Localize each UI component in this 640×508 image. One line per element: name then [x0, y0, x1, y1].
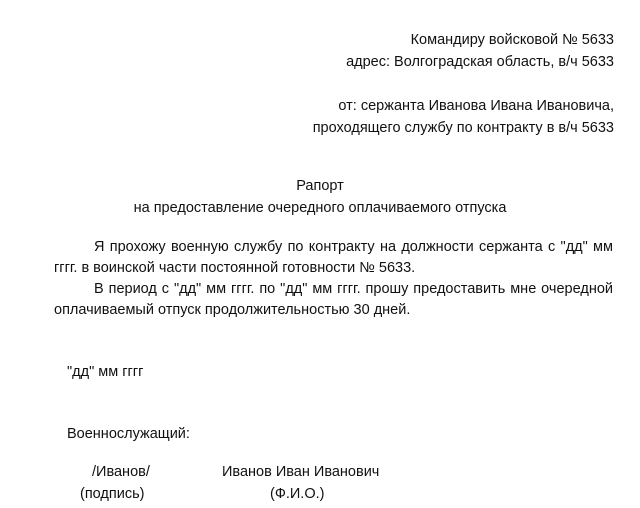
- body-paragraph-1: Я прохожу военную службу по контракту на должности сержанта с "дд" мм гггг. в воинской части постоянной готовности № 5633.: [54, 239, 613, 276]
- document-title: Рапорт: [296, 178, 344, 194]
- full-name-caption: (Ф.И.О.): [270, 486, 325, 502]
- signature-caption: (подпись): [80, 486, 145, 502]
- full-name-value: Иванов Иван Иванович: [222, 464, 380, 480]
- sender-service-line: проходящего службу по контракту в в/ч 5633: [312, 120, 614, 136]
- body-paragraph-2: В период с "дд" мм гггг. по "дд" мм гггг. прошу предоставить мне очередной оплачиваемый отпуск продолжительностью 30 дней.: [54, 281, 613, 318]
- signature-value: /Иванов/: [92, 464, 150, 480]
- document-subtitle: на предоставление очередного оплачиваемого отпуска: [133, 200, 507, 216]
- recipient-line: Командиру войсковой № 5633: [410, 32, 614, 48]
- document-date: "дд" мм гггг: [67, 364, 144, 380]
- sender-line: от: сержанта Иванова Ивана Ивановича,: [338, 98, 614, 114]
- recipient-address-line: адрес: Волгоградская область, в/ч 5633: [346, 54, 614, 70]
- serviceman-label: Военнослужащий:: [67, 426, 190, 442]
